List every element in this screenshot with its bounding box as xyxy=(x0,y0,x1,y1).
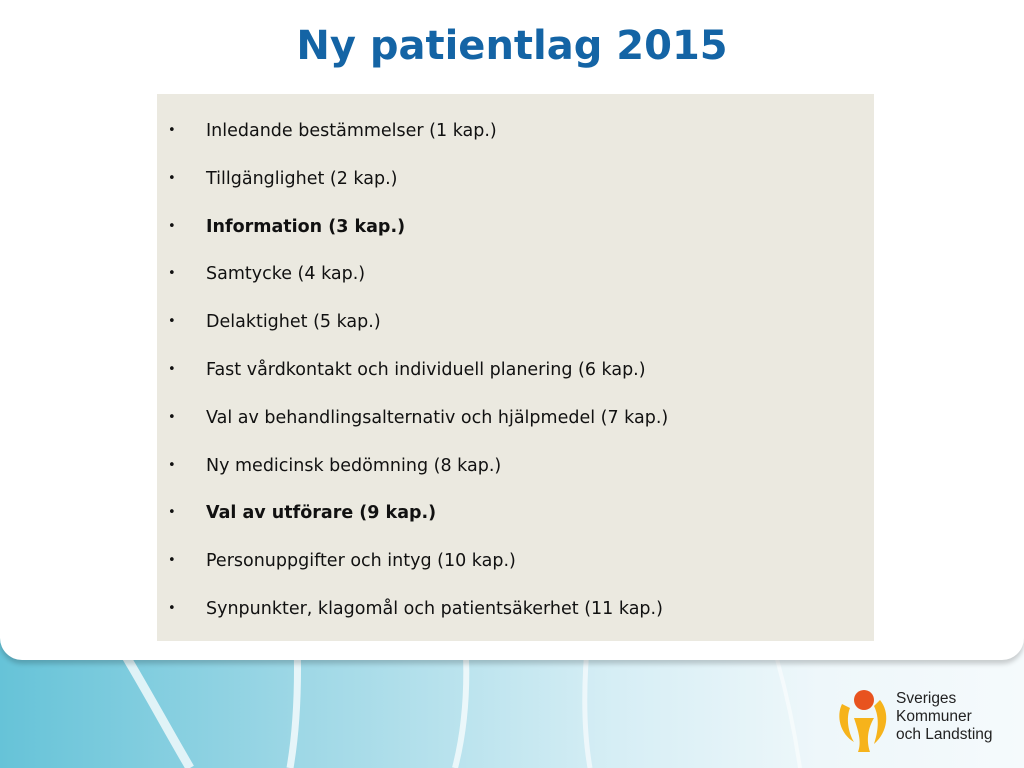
list-item-text: Synpunkter, klagomål och patientsäkerhet (11 kap.) xyxy=(206,598,663,619)
bullet-icon: • xyxy=(168,409,176,425)
bullet-icon: • xyxy=(168,361,176,377)
list-item-text: Information (3 kap.) xyxy=(206,216,406,237)
list-item-text: Personuppgifter och intyg (10 kap.) xyxy=(206,551,516,572)
bullet-icon: • xyxy=(168,505,176,521)
bullet-icon: • xyxy=(168,553,176,569)
bullet-icon: • xyxy=(168,266,176,282)
list-item-text: Ny medicinsk bedömning (8 kap.) xyxy=(206,455,502,476)
list-item-text: Fast vårdkontakt och individuell planering (6 kap.) xyxy=(206,359,646,380)
list-item-text: Val av behandlingsalternativ och hjälpmedel (7 kap.) xyxy=(206,407,669,428)
bullet-icon: • xyxy=(168,314,176,330)
content-box xyxy=(157,94,874,641)
slide-title: Ny patientlag 2015 xyxy=(296,23,728,69)
list-item-text: Samtycke (4 kap.) xyxy=(206,264,366,285)
skl-figure-icon xyxy=(834,682,894,754)
skl-logo xyxy=(834,682,1014,754)
bullet-icon: • xyxy=(168,600,176,616)
logo-line-3: och Landsting xyxy=(896,726,993,743)
bullet-icon: • xyxy=(168,170,176,186)
list-item-text: Inledande bestämmelser (1 kap.) xyxy=(206,121,497,141)
bullet-icon: • xyxy=(168,218,176,234)
logo-line-1: Sveriges xyxy=(896,690,957,707)
logo-line-2: Kommuner xyxy=(896,708,972,725)
list-item-text: Tillgänglighet (2 kap.) xyxy=(206,168,398,189)
list-item-text: Val av utförare (9 kap.) xyxy=(206,503,437,524)
logo-text xyxy=(896,690,993,744)
bullet-icon: • xyxy=(168,457,176,473)
bullet-icon: • xyxy=(168,123,176,138)
list-item-text: Delaktighet (5 kap.) xyxy=(206,312,381,333)
